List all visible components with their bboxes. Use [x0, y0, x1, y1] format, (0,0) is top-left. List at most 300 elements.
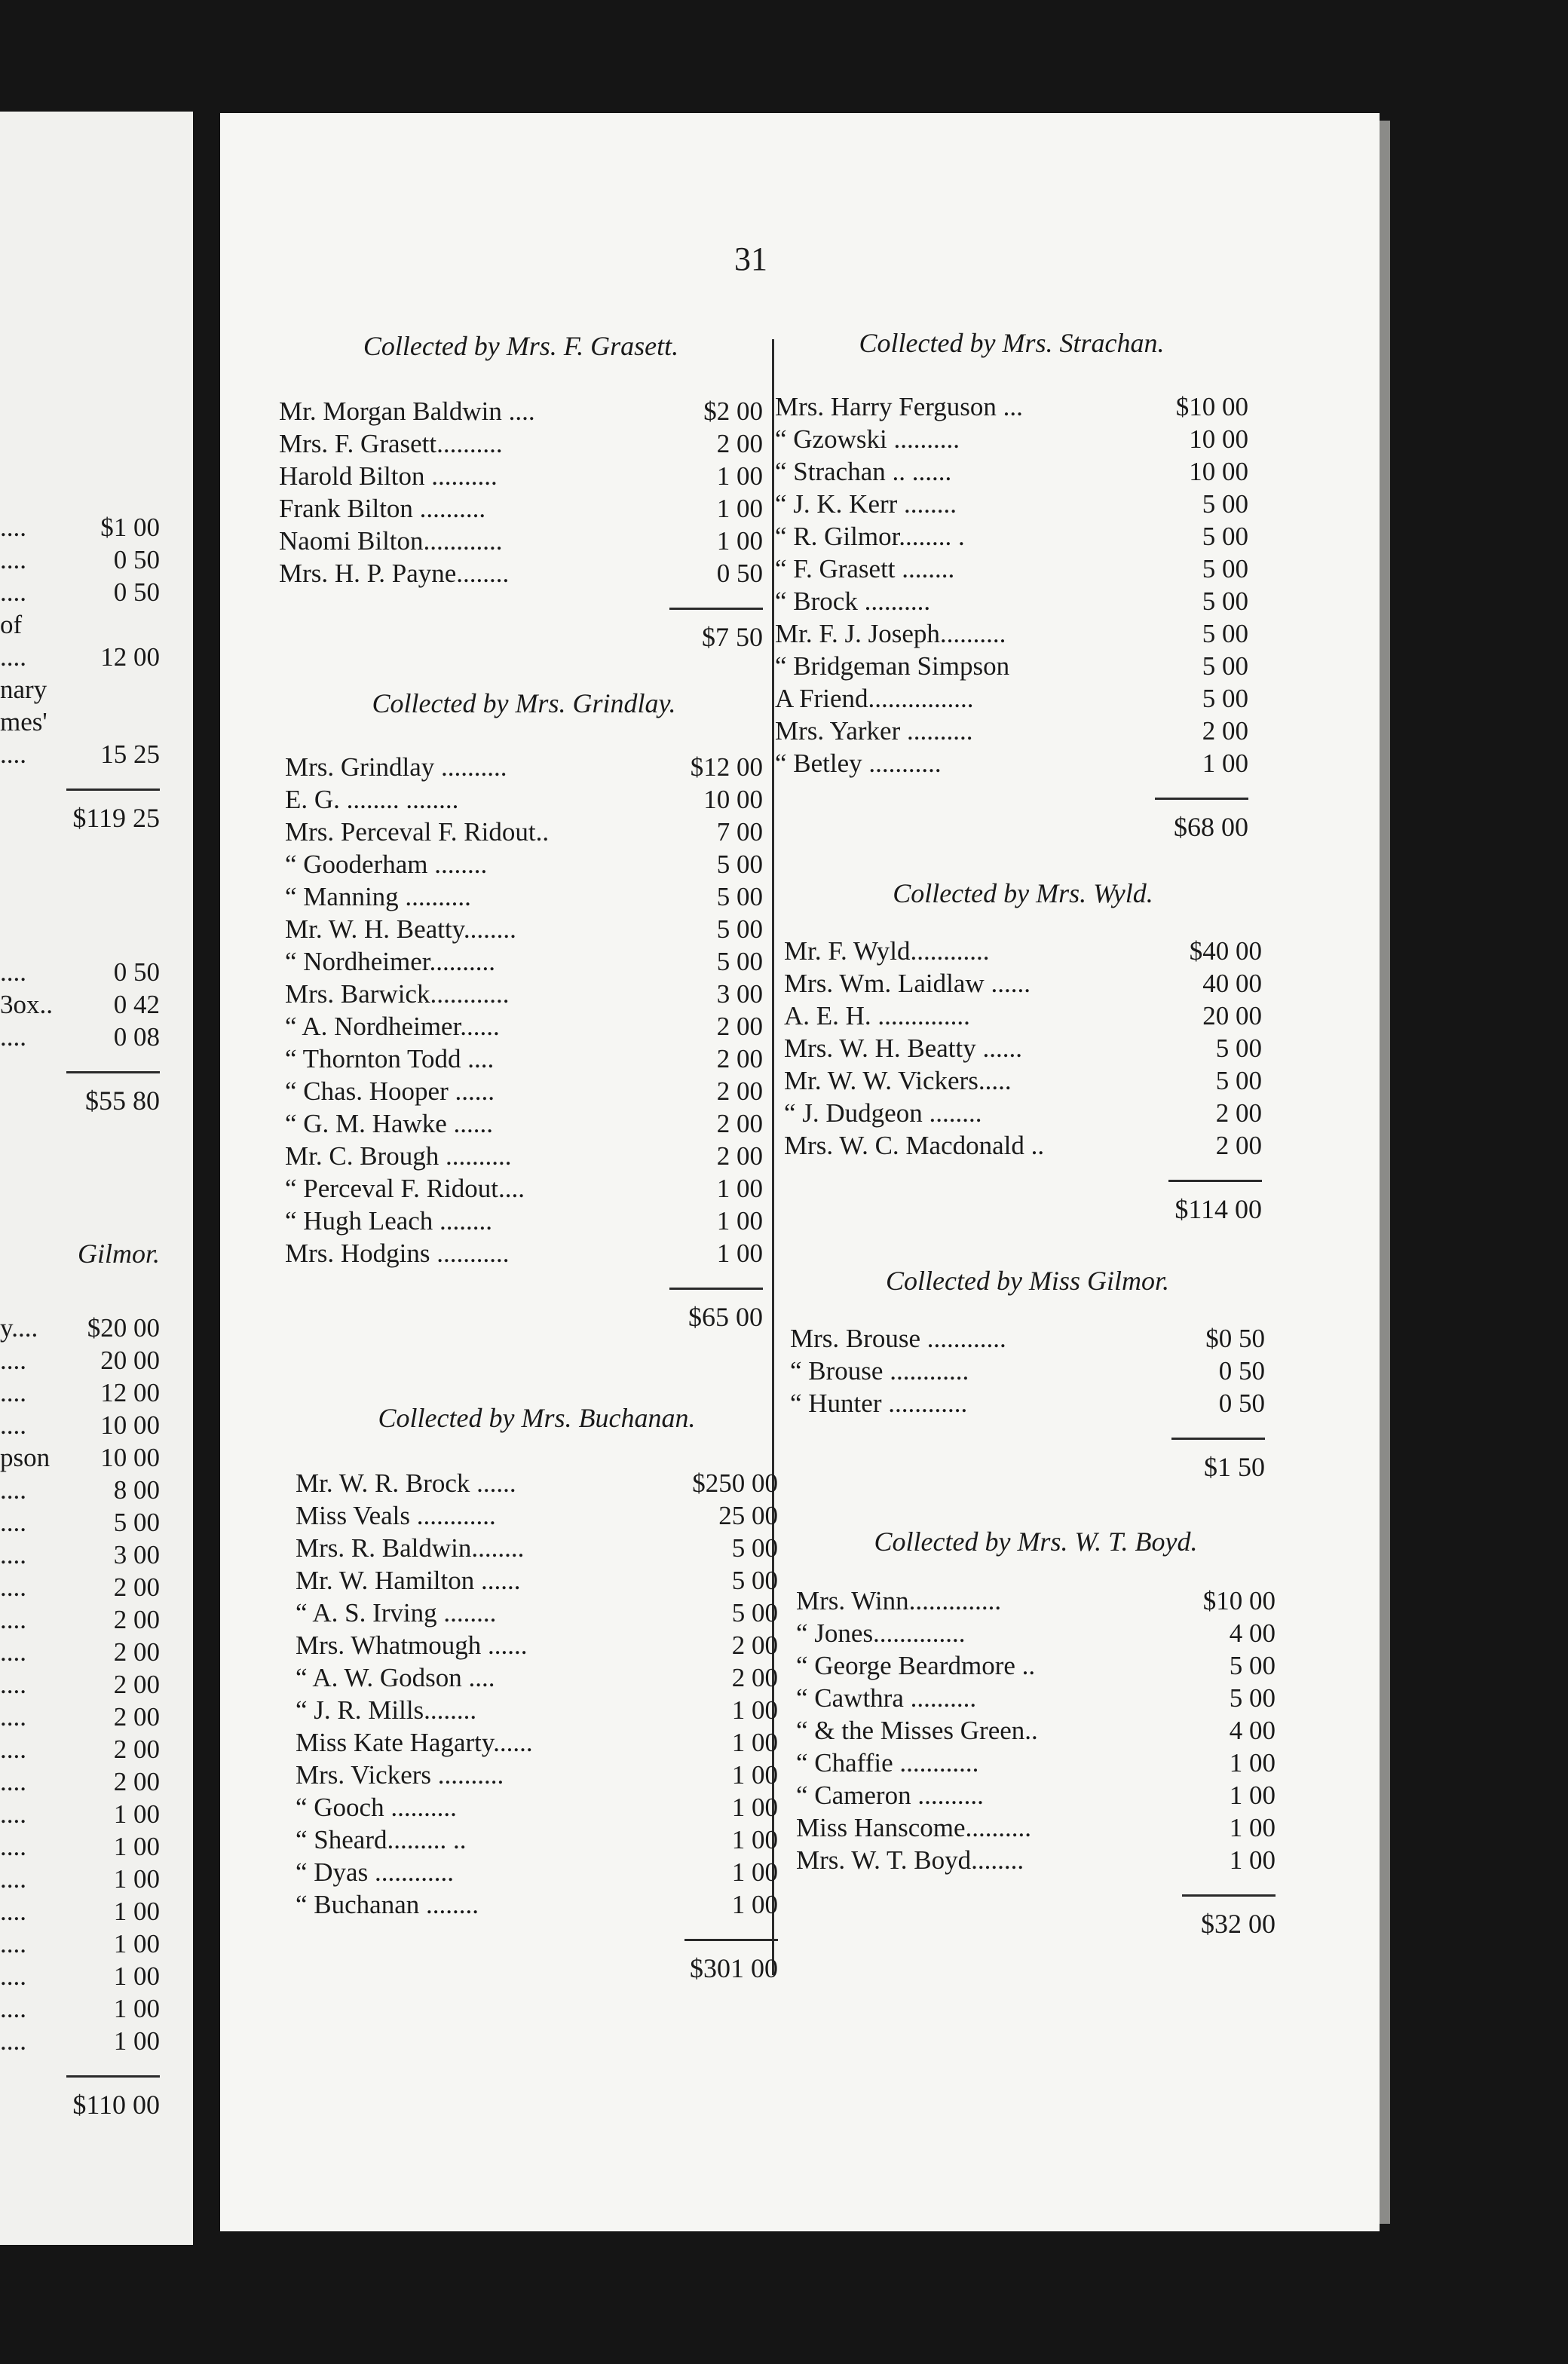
- entry-row: [0, 956, 160, 988]
- entry-row: [784, 1000, 1262, 1032]
- section-total: $65 00: [688, 1302, 763, 1332]
- entry-row: [285, 978, 763, 1010]
- entry-name: ....: [0, 740, 26, 769]
- entry-amount: 20 00: [1202, 1001, 1262, 1030]
- entry-row: [0, 1863, 160, 1895]
- entry-amount: 5 00: [731, 1598, 778, 1628]
- total-rule: [1155, 798, 1248, 800]
- entry-row: [0, 1506, 160, 1539]
- entry-row: [0, 608, 160, 641]
- entry-row: [285, 1140, 763, 1172]
- entry-amount: 5 00: [1202, 619, 1248, 648]
- entry-amount: 3 00: [716, 979, 763, 1009]
- entry-amount: 2 00: [1202, 716, 1248, 746]
- entry-row: [796, 1779, 1276, 1811]
- section-strachan: [775, 317, 1248, 844]
- entry-amount: 1 00: [716, 1239, 763, 1268]
- entry-amount: 3 00: [113, 1540, 160, 1569]
- entry-row: [796, 1585, 1276, 1617]
- entry-amount: 0 42: [113, 990, 160, 1019]
- section-title: Collected by Mrs. F. Grasett.: [363, 331, 679, 361]
- entry-name: “ Dyas ............: [296, 1857, 454, 1887]
- entry-name: Frank Bilton ..........: [279, 494, 486, 523]
- entry-row: [0, 1928, 160, 1960]
- entry-amount: 2 00: [1215, 1131, 1262, 1160]
- entry-name: Miss Veals ............: [296, 1501, 496, 1530]
- entry-name: Mrs. Barwick............: [285, 979, 510, 1009]
- entry-amount: $250 00: [692, 1468, 778, 1498]
- entry-amount: 7 00: [716, 817, 763, 847]
- entry-amount: 5 00: [1202, 651, 1248, 681]
- entry-row: [279, 395, 763, 427]
- entry-name: ....: [0, 1670, 26, 1699]
- entry-row: [285, 1043, 763, 1075]
- entry-name: Mrs. Winn..............: [796, 1586, 1002, 1615]
- entry-row: [775, 423, 1248, 455]
- entry-row: [790, 1387, 1265, 1419]
- entry-row: [296, 1532, 778, 1564]
- entry-row: [796, 1617, 1276, 1649]
- entry-amount: 2 00: [113, 1735, 160, 1764]
- total-rule: [66, 1071, 160, 1073]
- entry-name: Mrs. Brouse ............: [790, 1324, 1006, 1353]
- entry-list: [784, 935, 1262, 1162]
- entry-amount: 1 00: [1202, 749, 1248, 778]
- entry-name: “ Strachan .. ......: [775, 457, 952, 486]
- entry-row: [0, 1376, 160, 1409]
- entry-row: [784, 935, 1262, 967]
- entry-amount: 1 00: [716, 494, 763, 523]
- entry-amount: 5 00: [1215, 1033, 1262, 1063]
- previous-page-heading-text: Gilmor.: [77, 1239, 160, 1269]
- entry-name: “ F. Grasett ........: [775, 554, 955, 583]
- entry-name: ....: [0, 545, 26, 574]
- entry-row: [296, 1597, 778, 1629]
- section-total: $1 50: [1204, 1452, 1265, 1482]
- entry-amount: 25 00: [718, 1501, 778, 1530]
- section-total: $114 00: [1174, 1194, 1262, 1224]
- entry-amount: 12 00: [100, 642, 160, 672]
- entry-row: [279, 427, 763, 460]
- entry-name: ....: [0, 1702, 26, 1732]
- entry-row: [285, 751, 763, 783]
- entry-row: [285, 816, 763, 848]
- entry-name: “ Chas. Hooper ......: [285, 1076, 495, 1106]
- entry-amount: $10 00: [1202, 1586, 1276, 1615]
- entry-name: 3ox..: [0, 990, 53, 1019]
- entry-amount: 1 00: [113, 1832, 160, 1861]
- previous-page-heading: [0, 1238, 160, 1269]
- entry-name: Mr. Morgan Baldwin ....: [279, 397, 535, 426]
- entry-name: “ Gooderham ........: [285, 850, 488, 879]
- entry-row: [0, 1409, 160, 1441]
- section-total: $32 00: [1201, 1909, 1276, 1939]
- section-title: Collected by Mrs. Strachan.: [859, 328, 1165, 358]
- entry-name: “ Gooch ..........: [296, 1793, 457, 1822]
- entry-row: [775, 455, 1248, 488]
- entry-row: [775, 715, 1248, 747]
- entry-row: [0, 1021, 160, 1053]
- entry-row: [296, 1629, 778, 1661]
- entry-name: Mrs. W. C. Macdonald ..: [784, 1131, 1045, 1160]
- entry-amount: 2 00: [113, 1670, 160, 1699]
- entry-amount: 5 00: [716, 914, 763, 944]
- entry-amount: 1 00: [731, 1695, 778, 1725]
- entry-row: [0, 511, 160, 544]
- entry-row: [296, 1888, 778, 1921]
- entry-name: “ J. R. Mills........: [296, 1695, 477, 1725]
- entry-name: Mr. W. R. Brock ......: [296, 1468, 516, 1498]
- entry-name: Mr. W. H. Beatty........: [285, 914, 516, 944]
- entry-amount: 5 00: [1229, 1683, 1276, 1713]
- entry-name: ....: [0, 1475, 26, 1505]
- entry-row: [0, 1701, 160, 1733]
- entry-name: ....: [0, 1735, 26, 1764]
- entry-amount: 10 00: [100, 1443, 160, 1472]
- entry-amount: 2 00: [716, 1109, 763, 1138]
- entry-name: Mrs. Grindlay ..........: [285, 752, 507, 782]
- entry-amount: 1 00: [113, 2026, 160, 2056]
- entry-name: “ Brock ..........: [775, 586, 931, 616]
- entry-amount: 10 00: [1189, 457, 1248, 486]
- entry-name: ....: [0, 1022, 26, 1052]
- entry-name: ....: [0, 1605, 26, 1634]
- entry-amount: $2 00: [703, 397, 763, 426]
- entry-name: “ Hunter ............: [790, 1389, 968, 1418]
- entry-list: [279, 395, 763, 589]
- entry-amount: 2 00: [716, 1076, 763, 1106]
- entry-amount: 1 00: [113, 1994, 160, 2023]
- entry-row: [775, 682, 1248, 715]
- entry-name: Mrs. H. P. Payne........: [279, 559, 510, 588]
- entry-amount: 0 50: [113, 545, 160, 574]
- entry-row: [285, 1010, 763, 1043]
- entry-list: [790, 1322, 1265, 1419]
- entry-amount: 1 00: [113, 1897, 160, 1926]
- entry-amount: 1 00: [113, 1929, 160, 1958]
- entry-amount: 4 00: [1229, 1618, 1276, 1648]
- entry-row: [285, 913, 763, 945]
- entry-name: Mr. F. Wyld............: [784, 936, 990, 966]
- entry-amount: 12 00: [100, 1378, 160, 1407]
- total-rule: [66, 2075, 160, 2078]
- entry-list: [285, 751, 763, 1269]
- section-title: Collected by Mrs. W. T. Boyd.: [874, 1526, 1198, 1557]
- entry-name: ....: [0, 1767, 26, 1796]
- entry-name: “ Perceval F. Ridout....: [285, 1174, 525, 1203]
- previous-page-total-2: $55 80: [85, 1086, 160, 1116]
- entry-name: “ G. M. Hawke ......: [285, 1109, 494, 1138]
- entry-row: [796, 1811, 1276, 1844]
- entry-name: A Friend................: [775, 684, 974, 713]
- entry-row: [0, 1344, 160, 1376]
- entry-name: “ Cawthra ..........: [796, 1683, 977, 1713]
- entry-row: [784, 1097, 1262, 1129]
- entry-row: [0, 576, 160, 608]
- entry-row: [0, 1312, 160, 1344]
- entry-name: “ George Beardmore ..: [796, 1651, 1036, 1680]
- entry-row: [279, 460, 763, 492]
- section-buchanan: [296, 1392, 778, 1985]
- entry-name: ....: [0, 642, 26, 672]
- entry-amount: 0 08: [113, 1022, 160, 1052]
- previous-page-total-1: $119 25: [72, 803, 160, 833]
- entry-name: mes': [0, 707, 47, 736]
- entry-amount: 10 00: [1189, 424, 1248, 454]
- entry-row: [0, 1636, 160, 1668]
- entry-name: “ Gzowski ..........: [775, 424, 960, 454]
- entry-name: “ Thornton Todd ....: [285, 1044, 495, 1073]
- entry-amount: 1 00: [1229, 1845, 1276, 1875]
- entry-row: [285, 1172, 763, 1205]
- entry-row: [0, 1765, 160, 1798]
- entry-row: [0, 1571, 160, 1603]
- entry-amount: 5 00: [1202, 586, 1248, 616]
- entry-row: [285, 1205, 763, 1237]
- entry-list: [775, 390, 1248, 779]
- entry-row: [0, 706, 160, 738]
- entry-name: Mrs. Wm. Laidlaw ......: [784, 969, 1031, 998]
- entry-name: Mrs. W. T. Boyd........: [796, 1845, 1024, 1875]
- entry-name: Mrs. Whatmough ......: [296, 1631, 528, 1660]
- entry-row: [296, 1694, 778, 1726]
- entry-row: [775, 520, 1248, 553]
- entry-amount: 1 00: [716, 1206, 763, 1236]
- entry-amount: 1 00: [731, 1793, 778, 1822]
- entry-name: “ J. Dudgeon ........: [784, 1098, 982, 1128]
- entry-name: Mrs. F. Grasett..........: [279, 429, 503, 458]
- entry-name: Mr. F. J. Joseph..........: [775, 619, 1006, 648]
- entry-name: Harold Bilton ..........: [279, 461, 498, 491]
- previous-page-bottom-list: [0, 1312, 160, 2121]
- section-total: $7 50: [702, 622, 763, 652]
- entry-row: [296, 1759, 778, 1791]
- entry-row: [0, 988, 160, 1021]
- entry-list: [296, 1467, 778, 1921]
- entry-amount: 5 00: [1202, 522, 1248, 551]
- entry-row: [296, 1791, 778, 1824]
- entry-name: “ & the Misses Green..: [796, 1716, 1038, 1745]
- entry-name: Mr. W. W. Vickers.....: [784, 1066, 1012, 1095]
- entry-row: [784, 1032, 1262, 1064]
- section-grindlay: [285, 677, 763, 1334]
- entry-row: [296, 1856, 778, 1888]
- entry-row: [784, 1064, 1262, 1097]
- entry-amount: 10 00: [100, 1410, 160, 1440]
- entry-row: [285, 880, 763, 913]
- entry-row: [790, 1355, 1265, 1387]
- entry-row: [775, 390, 1248, 423]
- entry-amount: 2 00: [1215, 1098, 1262, 1128]
- entry-name: “ Betley ...........: [775, 749, 942, 778]
- entry-name: “ Buchanan ........: [296, 1890, 479, 1919]
- entry-row: [0, 2025, 160, 2057]
- entry-amount: 1 00: [113, 1961, 160, 1991]
- entry-name: Miss Hanscome..........: [796, 1813, 1032, 1842]
- entry-name: y....: [0, 1313, 38, 1343]
- entry-name: A. E. H. ..............: [784, 1001, 970, 1030]
- section-total: $301 00: [690, 1953, 778, 1983]
- entry-name: of: [0, 610, 23, 639]
- entry-name: ....: [0, 513, 26, 542]
- previous-page-mid-list: [0, 956, 160, 1117]
- entry-row: [790, 1322, 1265, 1355]
- section-gilmor: [790, 1254, 1265, 1484]
- entry-amount: 2 00: [716, 429, 763, 458]
- entry-name: “ Manning ..........: [285, 882, 471, 911]
- entry-amount: 2 00: [731, 1663, 778, 1692]
- entry-name: Mrs. Perceval F. Ridout..: [285, 817, 550, 847]
- entry-name: “ Nordheimer..........: [285, 947, 495, 976]
- entry-row: [775, 488, 1248, 520]
- entry-amount: $12 00: [690, 752, 763, 782]
- entry-row: [279, 557, 763, 589]
- entry-amount: 1 00: [716, 461, 763, 491]
- entry-row: [285, 1237, 763, 1269]
- entry-amount: 2 00: [113, 1637, 160, 1667]
- entry-amount: 5 00: [1215, 1066, 1262, 1095]
- entry-name: ....: [0, 1961, 26, 1991]
- entry-amount: 5 00: [731, 1566, 778, 1595]
- entry-row: [775, 553, 1248, 585]
- entry-amount: $1 00: [100, 513, 160, 542]
- entry-amount: 0 50: [716, 559, 763, 588]
- entry-row: [0, 1733, 160, 1765]
- entry-amount: 5 00: [731, 1533, 778, 1563]
- entry-row: [784, 1129, 1262, 1162]
- total-rule: [684, 1939, 778, 1941]
- entry-row: [775, 747, 1248, 779]
- entry-name: ....: [0, 1864, 26, 1894]
- entry-row: [279, 525, 763, 557]
- section-title: Collected by Mrs. Wyld.: [893, 878, 1153, 908]
- entry-row: [0, 1474, 160, 1506]
- entry-name: Mrs. W. H. Beatty ......: [784, 1033, 1022, 1063]
- page-number: 31: [734, 240, 767, 277]
- entry-name: Mrs. Yarker ..........: [775, 716, 973, 746]
- section-title: Collected by Mrs. Grindlay.: [372, 688, 676, 718]
- entry-name: Mr. C. Brough ..........: [285, 1141, 512, 1171]
- entry-row: [775, 617, 1248, 650]
- entry-amount: 5 00: [113, 1508, 160, 1537]
- entry-name: ....: [0, 1637, 26, 1667]
- entry-row: [0, 1830, 160, 1863]
- entry-amount: 2 00: [716, 1141, 763, 1171]
- entry-amount: $20 00: [87, 1313, 160, 1343]
- entry-name: nary: [0, 675, 47, 704]
- entry-row: [796, 1714, 1276, 1747]
- entry-name: ....: [0, 957, 26, 987]
- entry-name: “ Sheard......... ..: [296, 1825, 467, 1854]
- total-rule: [1182, 1894, 1276, 1897]
- entry-amount: 5 00: [1229, 1651, 1276, 1680]
- entry-amount: 1 00: [731, 1760, 778, 1790]
- entry-amount: 0 50: [113, 577, 160, 607]
- entry-row: [296, 1824, 778, 1856]
- entry-row: [784, 967, 1262, 1000]
- entry-row: [285, 1107, 763, 1140]
- entry-name: E. G. ........ ........: [285, 785, 459, 814]
- entry-row: [0, 1668, 160, 1701]
- entry-row: [296, 1499, 778, 1532]
- entry-name: “ A. S. Irving ........: [296, 1598, 497, 1628]
- entry-row: [296, 1564, 778, 1597]
- section-boyd: [796, 1515, 1276, 1940]
- entry-row: [796, 1844, 1276, 1876]
- entry-name: Miss Kate Hagarty......: [296, 1728, 533, 1757]
- entry-amount: 1 00: [113, 1799, 160, 1829]
- entry-amount: 10 00: [703, 785, 763, 814]
- entry-name: Mrs. Harry Ferguson ...: [775, 392, 1023, 421]
- total-rule: [1168, 1180, 1262, 1182]
- entry-amount: 1 00: [716, 1174, 763, 1203]
- section-wyld: [784, 867, 1262, 1226]
- entry-row: [796, 1747, 1276, 1779]
- entry-amount: 1 00: [731, 1857, 778, 1887]
- entry-name: Mrs. Hodgins ...........: [285, 1239, 510, 1268]
- entry-name: ....: [0, 1994, 26, 2023]
- previous-page-total-3: $110 00: [72, 2090, 160, 2120]
- entry-name: ....: [0, 1410, 26, 1440]
- entry-name: “ A. Nordheimer......: [285, 1012, 500, 1041]
- entry-row: [296, 1661, 778, 1694]
- entry-amount: 0 50: [1218, 1389, 1265, 1418]
- entry-row: [285, 1075, 763, 1107]
- entry-row: [796, 1649, 1276, 1682]
- previous-page-fragment: [0, 112, 193, 2245]
- entry-name: ....: [0, 1508, 26, 1537]
- entry-amount: 0 50: [1218, 1356, 1265, 1386]
- entry-name: ....: [0, 2026, 26, 2056]
- entry-amount: 15 25: [100, 740, 160, 769]
- entry-amount: 20 00: [100, 1346, 160, 1375]
- entry-amount: 2 00: [113, 1605, 160, 1634]
- entry-name: Mrs. R. Baldwin........: [296, 1533, 525, 1563]
- entry-row: [775, 650, 1248, 682]
- entry-name: ....: [0, 1346, 26, 1375]
- entry-amount: 1 00: [1229, 1781, 1276, 1810]
- entry-amount: 0 50: [113, 957, 160, 987]
- entry-name: ....: [0, 577, 26, 607]
- entry-amount: $40 00: [1189, 936, 1262, 966]
- entry-name: ....: [0, 1540, 26, 1569]
- entry-name: “ Hugh Leach ........: [285, 1206, 493, 1236]
- entry-amount: 5 00: [1202, 684, 1248, 713]
- entry-name: “ Jones..............: [796, 1618, 966, 1648]
- entry-row: [0, 1992, 160, 2025]
- entry-row: [0, 1895, 160, 1928]
- entry-row: [0, 1441, 160, 1474]
- entry-name: Mr. W. Hamilton ......: [296, 1566, 521, 1595]
- entry-list: [796, 1585, 1276, 1876]
- entry-amount: 2 00: [716, 1012, 763, 1041]
- entry-amount: 1 00: [1229, 1748, 1276, 1778]
- entry-name: “ R. Gilmor........ .: [775, 522, 965, 551]
- previous-page-top-list: [0, 511, 160, 834]
- entry-amount: 5 00: [716, 947, 763, 976]
- entry-row: [285, 848, 763, 880]
- entry-amount: 5 00: [716, 882, 763, 911]
- total-rule: [66, 789, 160, 791]
- entry-name: ....: [0, 1897, 26, 1926]
- entry-row: [0, 673, 160, 706]
- entry-row: [0, 544, 160, 576]
- entry-name: Mrs. Vickers ..........: [296, 1760, 504, 1790]
- section-total: $68 00: [1174, 812, 1248, 842]
- total-rule: [669, 608, 763, 610]
- entry-name: “ Bridgeman Simpson: [775, 651, 1010, 681]
- entry-row: [0, 1539, 160, 1571]
